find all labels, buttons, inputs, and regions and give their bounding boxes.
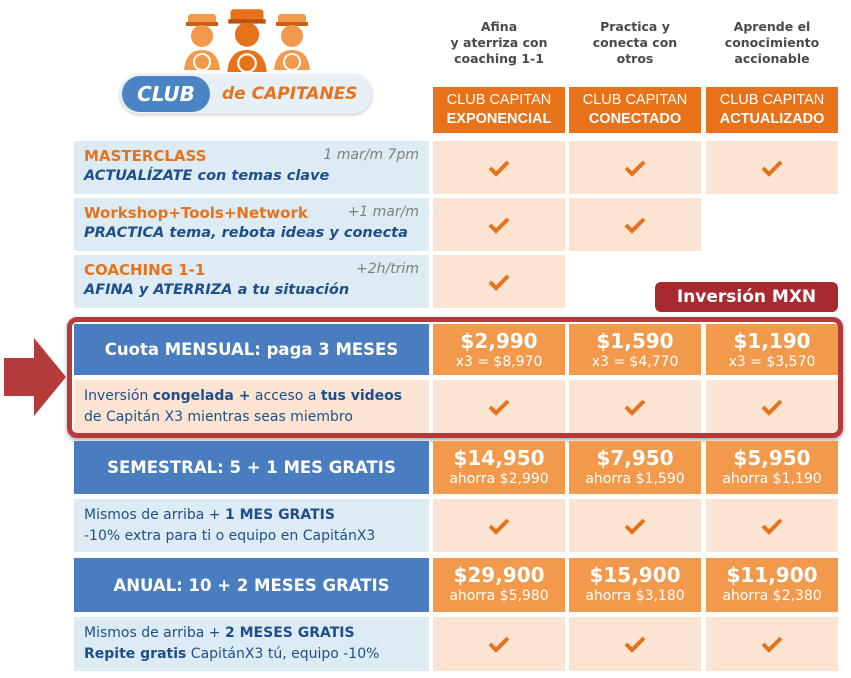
benefit-text: -10% extra para ti o equipo en CapitánX3: [84, 528, 376, 544]
column-tag-name: EXPONENCIAL: [446, 111, 552, 127]
feature-desc: AFINA y ATERRIZA a tu situación: [84, 282, 350, 298]
price-cell: [706, 441, 838, 494]
check-icon: [569, 617, 701, 671]
feature-desc: ACTUALÍZATE con temas clave: [84, 168, 330, 184]
feature-title: COACHING 1-1: [84, 261, 206, 279]
benefit-text: Mismos de arriba +: [84, 507, 225, 523]
benefit-bold: Repite gratis: [84, 646, 187, 662]
price-main: $29,900: [453, 563, 545, 587]
check-icon: [433, 499, 565, 552]
price-cell: [706, 558, 838, 612]
column-tag-name: ACTUALIZADO: [719, 111, 825, 127]
column-tag-actualizado: [706, 87, 838, 133]
price-cell: [433, 558, 565, 612]
benefit-text: Inversión: [84, 388, 153, 404]
column-description: Aprende el conocimiento accionable: [724, 19, 820, 66]
feature-title: MASTERCLASS: [84, 147, 207, 165]
check-icon: [569, 198, 701, 251]
price-main: $7,950: [596, 446, 674, 470]
check-icon: [433, 617, 565, 671]
feature-row-masterclass: [74, 141, 429, 194]
feature-row-workshop: [74, 198, 429, 251]
captain-icon: [224, 6, 270, 72]
captain-icon: [272, 10, 312, 70]
plan-benefit-semestral: [74, 499, 429, 552]
price-main: $1,590: [596, 329, 674, 353]
arrow-right-icon: [4, 338, 66, 416]
plan-label-semestral: SEMESTRAL: 5 + 1 MES GRATIS: [74, 441, 429, 494]
price-sub: ahorra $3,180: [585, 588, 685, 604]
column-tag-name: CONECTADO: [588, 111, 682, 127]
price-cell: [433, 441, 565, 494]
column-tag-line: CLUB CAPITAN: [582, 92, 688, 108]
price-sub: ahorra $1,190: [722, 471, 822, 487]
club-subtitle: de CAPITANES: [222, 84, 358, 104]
feature-note: +1 mar/m: [347, 204, 419, 220]
check-icon: [433, 141, 565, 194]
column-tag-exponencial: [433, 87, 565, 133]
feature-row-coaching: [74, 255, 429, 308]
benefit-text: Mismos de arriba +: [84, 625, 225, 641]
price-main: $11,900: [726, 563, 818, 587]
column-tag-conectado: [569, 87, 701, 133]
price-main: $2,990: [460, 329, 538, 353]
benefit-bold: 2 MESES GRATIS: [225, 625, 355, 641]
price-main: $15,900: [589, 563, 681, 587]
price-sub: ahorra $1,590: [585, 471, 685, 487]
check-icon: [433, 198, 565, 251]
benefit-bold: congelada +: [152, 388, 251, 404]
feature-title: Workshop+Tools+Network: [84, 204, 308, 222]
benefit-text: acceso a: [250, 388, 321, 404]
price-cell: [569, 558, 701, 612]
feature-note: +2h/trim: [356, 261, 419, 277]
highlight-frame: [67, 317, 843, 438]
check-icon: [433, 255, 565, 308]
benefit-bold: tus videos: [320, 388, 403, 404]
column-description: Practica y conecta con otros: [592, 19, 678, 66]
benefit-text: de Capitán X3 mientras seas miembro: [84, 409, 353, 425]
price-main: $5,950: [733, 446, 811, 470]
price-sub: x3 = $3,570: [728, 354, 816, 370]
price-cell: [569, 441, 701, 494]
check-icon: [706, 499, 838, 552]
check-icon: [569, 499, 701, 552]
price-sub: ahorra $2,380: [722, 588, 822, 604]
club-badge: CLUB: [122, 76, 210, 112]
check-icon: [569, 141, 701, 194]
feature-note: 1 mar/m 7pm: [323, 147, 419, 163]
benefit-text: CapitánX3 tú, equipo -10%: [186, 646, 380, 662]
price-sub: x3 = $8,970: [455, 354, 543, 370]
price-sub: ahorra $5,980: [449, 588, 549, 604]
price-main: $14,950: [453, 446, 545, 470]
check-icon: [706, 141, 838, 194]
plan-label-anual: ANUAL: 10 + 2 MESES GRATIS: [74, 558, 429, 612]
column-description: Afina y aterriza con coaching 1-1: [450, 19, 548, 66]
column-tag-line: CLUB CAPITAN: [719, 92, 825, 108]
benefit-bold: 1 MES GRATIS: [225, 507, 335, 523]
feature-desc: PRACTICA tema, rebota ideas y conecta: [84, 225, 408, 241]
check-icon: [706, 617, 838, 671]
investment-label: Inversión MXN: [655, 282, 838, 312]
plan-label-mensual: Cuota MENSUAL: paga 3 MESES: [74, 324, 429, 375]
price-sub: x3 = $4,770: [591, 354, 679, 370]
price-main: $1,190: [733, 329, 811, 353]
plan-benefit-anual: [74, 617, 429, 671]
price-sub: ahorra $2,990: [449, 471, 549, 487]
captain-icon: [182, 10, 222, 70]
column-tag-line: CLUB CAPITAN: [446, 92, 552, 108]
